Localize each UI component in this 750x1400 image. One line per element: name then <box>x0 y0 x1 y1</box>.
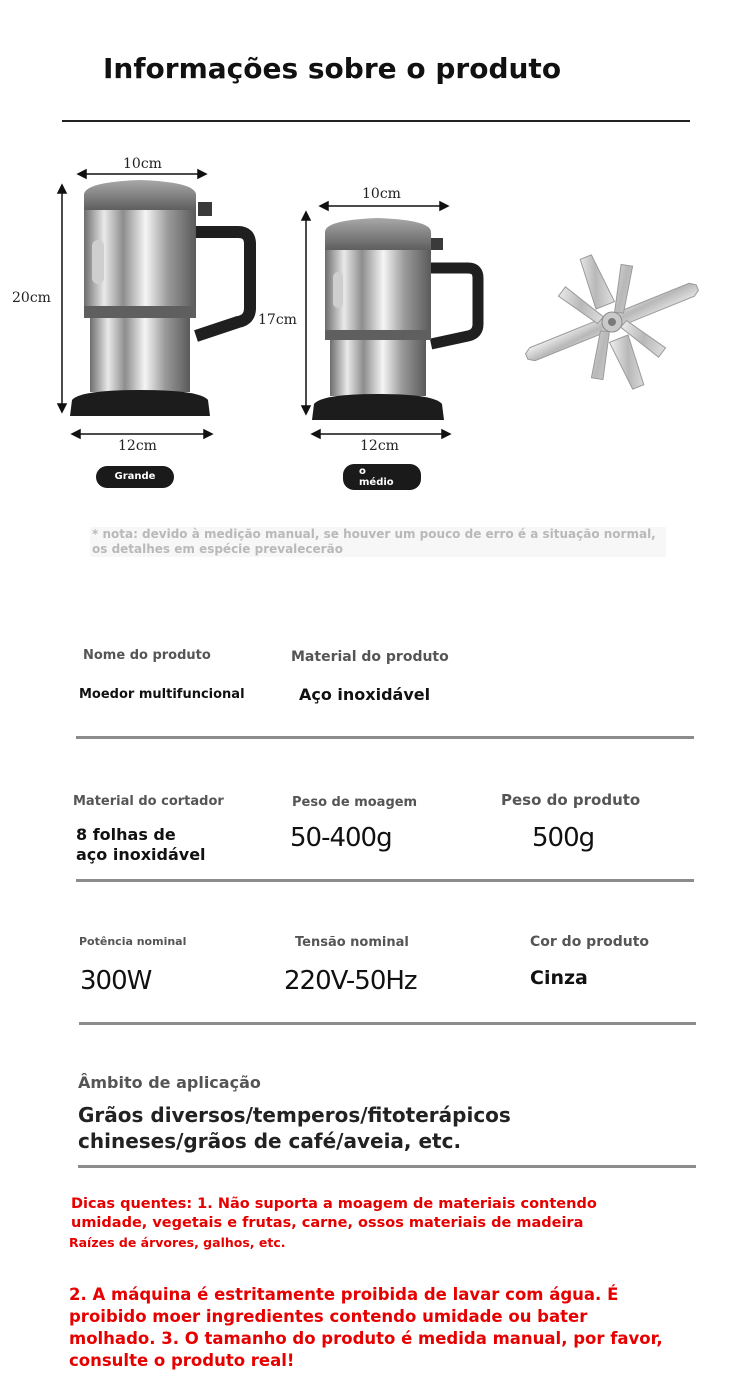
spec-divider-3 <box>79 1022 696 1025</box>
product-name-value: Moedor multifuncional <box>79 687 245 702</box>
rated-voltage-label: Tensão nominal <box>295 935 409 950</box>
large-top-width-label: 10cm <box>123 156 162 172</box>
medium-top-width-label: 10cm <box>362 186 401 202</box>
cutter-material-value: 8 folhas de aço inoxidável <box>76 825 206 864</box>
spec-divider-2 <box>76 879 694 882</box>
grinding-weight-value: 50-400g <box>290 823 392 853</box>
large-bottom-width-label: 12cm <box>118 438 157 454</box>
product-name-label: Nome do produto <box>83 648 211 663</box>
product-color-value: Cinza <box>530 967 588 989</box>
large-height-label: 20cm <box>12 290 51 306</box>
product-material-value: Aço inoxidável <box>299 685 431 704</box>
rated-power-value: 300W <box>80 966 152 996</box>
grinding-weight-label: Peso de moagem <box>292 795 418 810</box>
application-value: Grãos diversos/temperos/fitoterápicos chineses/grãos de café/aveia, etc. <box>78 1103 511 1153</box>
product-weight-value: 500g <box>532 823 595 853</box>
product-color-label: Cor do produto <box>530 934 650 950</box>
blade-illustration <box>500 223 723 422</box>
rated-power-label: Potência nominal <box>79 935 187 948</box>
product-material-label: Material do produto <box>291 649 449 665</box>
page-title: Informações sobre o produto <box>103 52 562 85</box>
measurement-note: * nota: devido à medição manual, se houver um pouco de erro é a situação normal, os detalhes em espécie prevalecerão <box>90 527 666 557</box>
medium-size-badge: o médio <box>343 464 421 490</box>
spec-divider-4 <box>78 1165 696 1168</box>
tips-paragraph-1: Dicas quentes: 1. Não suporta a moagem de materiais contendo umidade, vegetais e frutas, carne, ossos materiais de madeira Raízes de árvores, galhos, etc. <box>69 1196 597 1250</box>
spec-divider-1 <box>76 736 694 739</box>
tips-paragraph-2: 2. A máquina é estritamente proibida de lavar com água. É proibido moer ingredientes contendo umidade ou bater molhado. 3. O tamanho do produto é medida manual, por favor, consulte o produto real! <box>69 1285 663 1370</box>
application-label: Âmbito de aplicação <box>78 1073 261 1092</box>
medium-height-label: 17cm <box>258 312 297 328</box>
medium-bottom-width-label: 12cm <box>360 438 399 454</box>
product-weight-label: Peso do produto <box>501 791 641 809</box>
cutter-material-label: Material do cortador <box>73 794 224 809</box>
title-divider <box>62 120 690 122</box>
medium-grinder-illustration <box>312 218 478 420</box>
large-grinder-illustration <box>70 180 250 416</box>
large-size-badge: Grande <box>96 466 174 488</box>
rated-voltage-value: 220V-50Hz <box>284 966 417 996</box>
